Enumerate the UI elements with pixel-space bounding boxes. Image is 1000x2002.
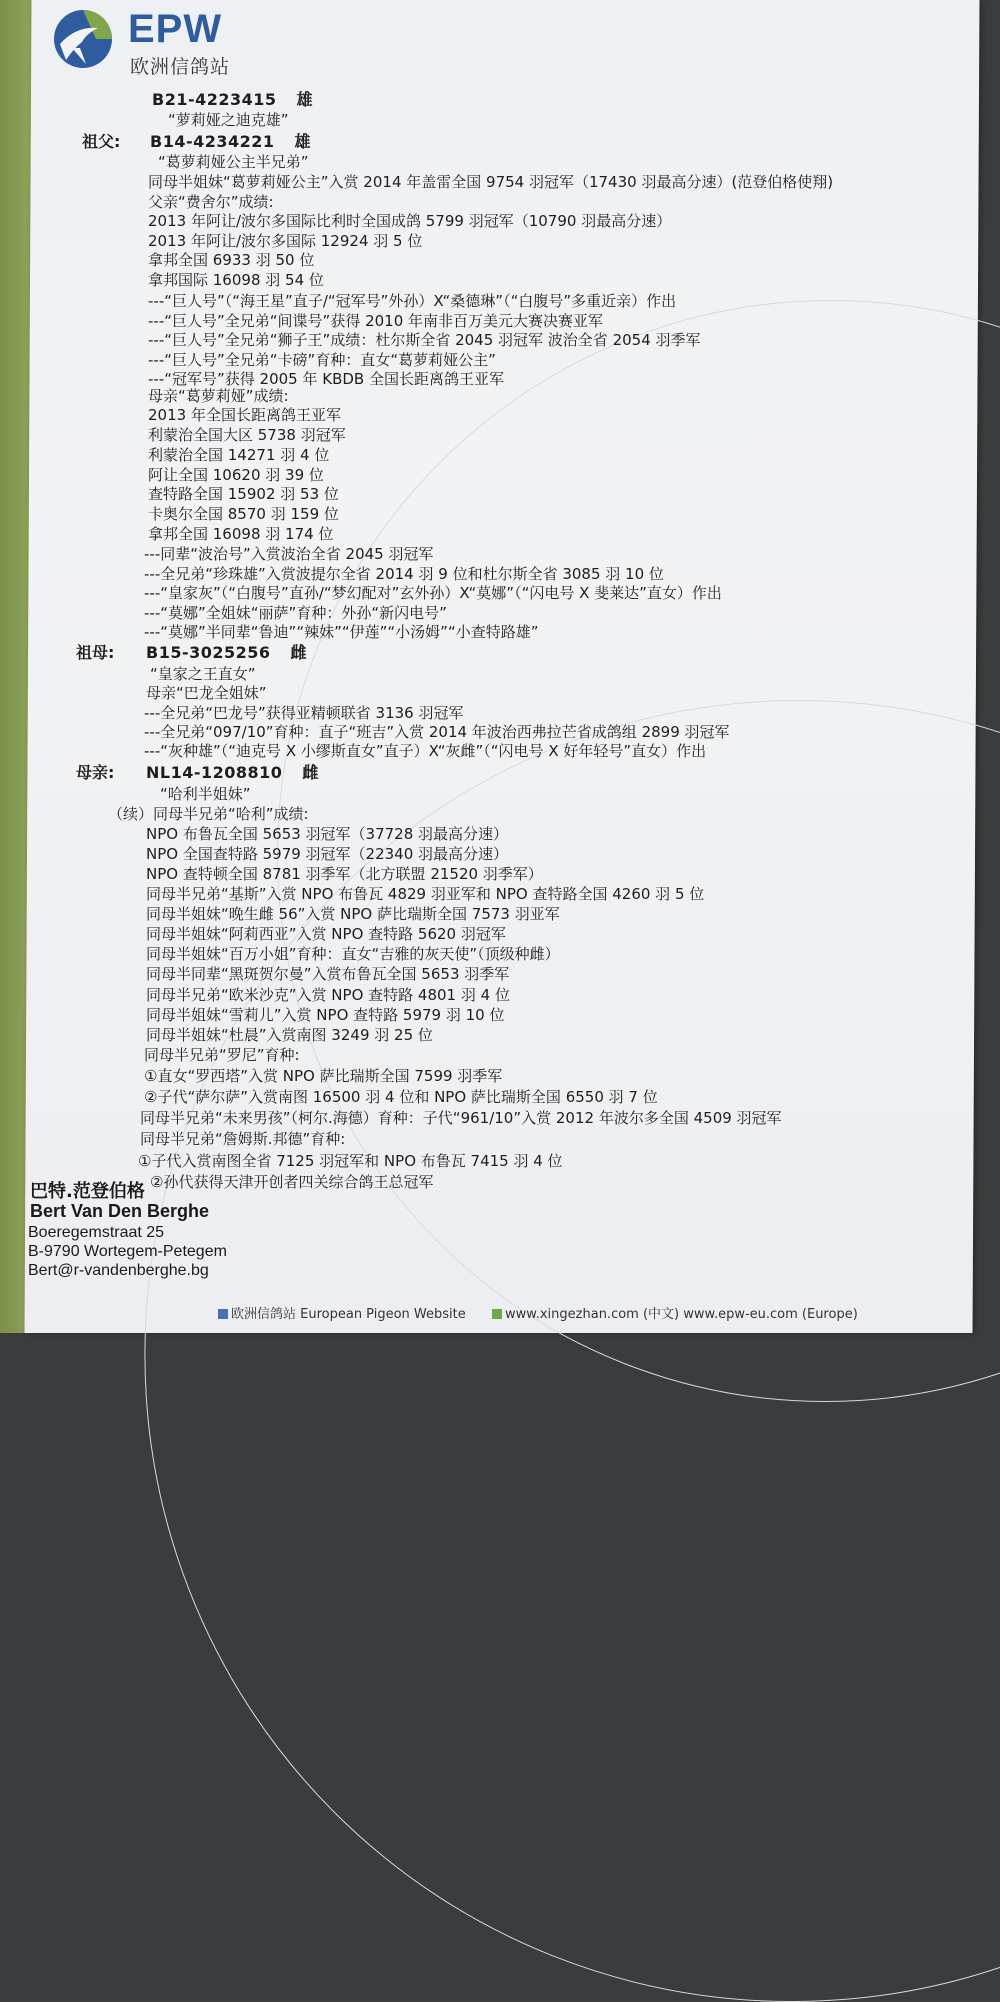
pedigree-line: ---“巨人号”全兄弟“狮子王”成绩：杜尔斯全省 2045 羽冠军 波治全省 2054 羽季军 <box>148 331 701 349</box>
ring-number: B21-4223415 <box>152 90 277 109</box>
sex-marker: 雌 <box>290 643 307 662</box>
page-footer <box>218 1303 858 1322</box>
ring-number: NL14-1208810 <box>146 763 283 782</box>
pedigree-line: 母亲“葛萝莉娅”成绩: <box>148 387 289 405</box>
pedigree-line: ---“皇家灰”（“白腹号”直孙/“梦幻配对”玄外孙）X“莫娜”（“闪电号 X 斐莱达”直女）作出 <box>144 584 722 602</box>
pedigree-line: ②子代“萨尔萨”入赏南图 16500 羽 4 位和 NPO 萨比瑞斯全国 6550 羽 7 位 <box>144 1088 658 1106</box>
section-label: 祖母: <box>76 643 115 662</box>
pedigree-line: 同母半姐妹“葛萝莉娅公主”入赏 2014 年盖雷全国 9754 羽冠军（17430 羽最高分速）(范登伯格使翔) <box>148 173 834 191</box>
footer-urls[interactable]: www.xingezhan.com (中文) www.epw-eu.com (Europe) <box>505 1307 858 1322</box>
pedigree-line: 同母半同辈“黑斑贺尔曼”入赏布鲁瓦全国 5653 羽季军 <box>146 965 510 983</box>
ring-number: B15-3025256 <box>146 643 271 662</box>
pedigree-line: 同母半兄弟“欧米沙克”入赏 NPO 查特路 4801 羽 4 位 <box>146 986 510 1004</box>
section-label: 祖父: <box>82 132 121 151</box>
pedigree-line: ---同辈“波治号”入赏波治全省 2045 羽冠军 <box>144 545 434 563</box>
pedigree-line: NPO 全国查特路 5979 羽冠军（22340 羽最高分速） <box>146 845 509 863</box>
pedigree-line: 同母半兄弟“詹姆斯.邦德”育种: <box>140 1130 346 1148</box>
pedigree-line: 拿邦全国 6933 羽 50 位 <box>148 251 315 269</box>
pedigree-line: 同母半姐妹“雪莉儿”入赏 NPO 查特路 5979 羽 10 位 <box>146 1006 505 1024</box>
section-label: 母亲: <box>76 763 115 782</box>
pedigree-line: ---“莫娜”全姐妹“丽萨”育种：外孙“新闪电号” <box>144 604 447 622</box>
pedigree-line: （续）同母半兄弟“哈利”成绩: <box>108 805 309 823</box>
pedigree-line: ①子代入赏南图全省 7125 羽冠军和 NPO 布鲁瓦 7415 羽 4 位 <box>138 1152 563 1170</box>
pedigree-line: 同母半姐妹“晚生雌 56”入赏 NPO 萨比瑞斯全国 7573 羽亚军 <box>146 905 560 923</box>
pedigree-line: ---全兄弟“巴龙号”获得亚精顿联省 3136 羽冠军 <box>144 704 464 722</box>
pedigree-line: NPO 布鲁瓦全国 5653 羽冠军（37728 羽最高分速） <box>146 825 509 843</box>
pedigree-line: ---“巨人号”（“海王星”直子/“冠军号”外孙）X“桑德琳”（“白腹号”多重近亲）作出 <box>148 292 677 310</box>
ring-number-line <box>146 644 307 662</box>
ring-number-line <box>152 91 313 109</box>
sex-marker: 雄 <box>294 132 311 151</box>
pedigree-line: 阿让全国 10620 羽 39 位 <box>148 466 324 484</box>
pedigree-line: 卡奥尔全国 8570 羽 159 位 <box>148 505 339 523</box>
sex-marker: 雄 <box>296 90 313 109</box>
owner-city: B-9790 Wortegem-Petegem <box>28 1243 227 1260</box>
logo-subtitle: 欧洲信鸽站 <box>130 56 231 78</box>
pedigree-line: 2013 年阿让/波尔多国际比利时全国成鸽 5799 羽冠军（10790 羽最高分速） <box>148 212 672 230</box>
pedigree-line: 同母半姐妹“杜晨”入赏南图 3249 羽 25 位 <box>146 1026 433 1044</box>
sex-marker: 雌 <box>302 763 319 782</box>
pedigree-line: “皇家之王直女” <box>150 665 256 683</box>
pedigree-line: NPO 查特顿全国 8781 羽季军（北方联盟 21520 羽季军） <box>146 865 543 883</box>
pedigree-line: 2013 年全国长距离鸽王亚军 <box>148 406 341 424</box>
pedigree-line: 拿邦全国 16098 羽 174 位 <box>148 525 334 543</box>
ring-number-line <box>146 764 318 782</box>
owner-name-english: Bert Van Den Berghe <box>30 1201 210 1221</box>
pedigree-line: 同母半兄弟“基斯”入赏 NPO 布鲁瓦 4829 羽亚军和 NPO 查特路全国 4260 羽 5 位 <box>146 885 705 903</box>
pedigree-line: 同母半兄弟“罗尼”育种: <box>144 1046 300 1064</box>
pedigree-line: ---全兄弟“097/10”育种：直子“班吉”入赏 2014 年波治西弗拉芒省成鸽组 2899 羽冠军 <box>144 723 730 741</box>
owner-email[interactable]: Bert@r-vandenberghe.bg <box>28 1262 209 1279</box>
ring-number: B14-4234221 <box>150 132 275 151</box>
pedigree-line: ---“灰种雄”（“迪克号 X 小缪斯直女”直子）X“灰雌”（“闪电号 X 好年轻号”直女）作出 <box>144 742 707 760</box>
pigeon-logo-icon <box>52 8 114 70</box>
owner-name-chinese: 巴特.范登伯格 <box>30 1181 145 1202</box>
footer-site-name: 欧洲信鸽站 European Pigeon Website <box>231 1307 466 1322</box>
owner-street: Boeregemstraat 25 <box>28 1224 165 1241</box>
pedigree-line: 2013 年阿让/波尔多国际 12924 羽 5 位 <box>148 232 423 250</box>
blue-square-icon <box>218 1309 228 1319</box>
pedigree-line: 拿邦国际 16098 羽 54 位 <box>148 271 324 289</box>
pedigree-line: 利蒙治全国 14271 羽 4 位 <box>148 446 330 464</box>
pedigree-line: 同母半姐妹“阿莉西亚”入赏 NPO 查特路 5620 羽冠军 <box>146 925 506 943</box>
logo-brand: EPW <box>128 7 223 51</box>
pedigree-line: ---“巨人号”全兄弟“间谍号”获得 2010 年南非百万美元大赛决赛亚军 <box>148 312 604 330</box>
pedigree-line: “葛萝莉娅公主半兄弟” <box>158 153 309 171</box>
pedigree-line: “萝莉娅之迪克雄” <box>168 111 289 129</box>
pedigree-line: ①直女“罗西塔”入赏 NPO 萨比瑞斯全国 7599 羽季军 <box>144 1067 503 1085</box>
pedigree-line: ---全兄弟“珍珠雄”入赏波提尔全省 2014 羽 9 位和杜尔斯全省 3085 羽 10 位 <box>144 565 664 583</box>
pedigree-line: 同母半姐妹“百万小姐”育种：直女“吉雅的灰天使”（顶级种雌） <box>146 945 560 963</box>
pedigree-line: “哈利半姐妹” <box>160 785 251 803</box>
pedigree-line: ②孙代获得天津开创者四关综合鸽王总冠军 <box>150 1173 434 1191</box>
pedigree-line: 同母半兄弟“未来男孩”（柯尔.海德）育种：子代“961/10”入赏 2012 年波尔多全国 4509 羽冠军 <box>140 1109 782 1127</box>
green-square-icon <box>492 1309 502 1319</box>
pedigree-line: 查特路全国 15902 羽 53 位 <box>148 485 339 503</box>
pedigree-line: 母亲“巴龙全姐妹” <box>146 684 267 702</box>
ring-number-line <box>150 133 311 151</box>
pedigree-line: ---“莫娜”半同辈“鲁迪”“辣妹”“伊莲”“小汤姆”“小查特路雄” <box>144 623 539 641</box>
pedigree-line: 父亲“费舍尔”成绩: <box>148 193 274 211</box>
pedigree-line: 利蒙治全国大区 5738 羽冠军 <box>148 426 346 444</box>
pedigree-line: ---“冠军号”获得 2005 年 KBDB 全国长距离鸽王亚军 <box>148 370 504 388</box>
pedigree-line: ---“巨人号”全兄弟“卡磅”育种：直女“葛萝莉娅公主” <box>148 351 496 369</box>
